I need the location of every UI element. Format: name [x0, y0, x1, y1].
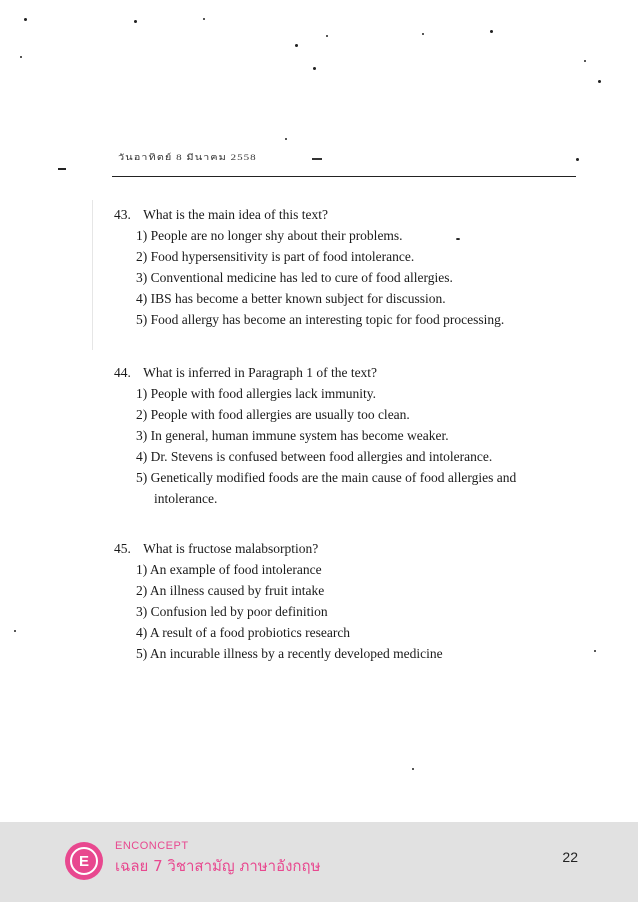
scan-speck	[24, 18, 27, 21]
scan-speck	[203, 18, 205, 20]
answer-option: 4) Dr. Stevens is confused between food allergies and intolerance.	[136, 449, 493, 464]
scan-speck	[326, 35, 328, 37]
answer-option: 3) In general, human immune system has become weaker.	[136, 428, 449, 443]
scan-speck	[490, 30, 493, 33]
scan-speck	[134, 20, 137, 23]
page-number: 22	[562, 849, 578, 865]
scan-speck	[412, 768, 414, 770]
question-text: What is the main idea of this text?	[143, 207, 328, 222]
page-header-text: วันอาทิตย์ 8 มีนาคม 2558	[118, 153, 257, 162]
answer-option: 4) IBS has become a better known subject for discussion.	[136, 291, 446, 306]
question-44	[114, 362, 516, 509]
footer-subtitle: เฉลย 7 วิชาสามัญ ภาษาอังกฤษ	[115, 857, 321, 875]
answer-option: 1) People with food allergies lack immunity.	[136, 386, 376, 401]
answer-option: 1) An example of food intolerance	[136, 562, 322, 577]
answer-option: 2) Food hypersensitivity is part of food intolerance.	[136, 249, 415, 264]
answer-option: 2) People with food allergies are usually too clean.	[136, 407, 410, 422]
scan-speck	[576, 158, 579, 161]
question-number: 45.	[114, 541, 131, 556]
question-text: What is inferred in Paragraph 1 of the text?	[143, 365, 378, 380]
header-dash	[312, 158, 322, 160]
question-prompt	[114, 538, 443, 559]
question-number: 43.	[114, 207, 131, 222]
scan-speck	[584, 60, 586, 62]
scan-speck	[422, 33, 424, 35]
header-rule	[112, 176, 576, 177]
scan-speck	[594, 650, 596, 652]
logo-letter: E	[70, 847, 98, 875]
scan-speck	[20, 56, 22, 58]
question-prompt	[114, 204, 504, 225]
answer-option: 4) A result of a food probiotics research	[136, 625, 351, 640]
question-prompt	[114, 362, 516, 383]
enconcept-logo-icon	[65, 842, 103, 880]
answer-option: 1) People are no longer shy about their problems.	[136, 228, 403, 243]
question-text: What is fructose malabsorption?	[143, 541, 319, 556]
answer-option: 5) Genetically modified foods are the main cause of food allergies and	[136, 470, 517, 485]
answer-option: 2) An illness caused by fruit intake	[136, 583, 325, 598]
scan-speck	[58, 168, 66, 170]
margin-line	[92, 200, 93, 350]
answer-option: 5) Food allergy has become an interesting topic for food processing.	[136, 312, 505, 327]
answer-option-continuation: intolerance.	[154, 491, 218, 506]
page-footer	[0, 822, 638, 902]
brand-name: ENCONCEPT	[115, 840, 189, 852]
scan-speck	[285, 138, 287, 140]
answer-option: 5) An incurable illness by a recently developed medicine	[136, 646, 443, 661]
question-43	[114, 204, 504, 330]
question-45	[114, 538, 443, 664]
answer-option: 3) Conventional medicine has led to cure of food allergies.	[136, 270, 453, 285]
scan-speck	[14, 630, 16, 632]
scan-speck	[313, 67, 316, 70]
answer-option: 3) Confusion led by poor definition	[136, 604, 328, 619]
scan-speck	[295, 44, 298, 47]
scan-speck	[598, 80, 601, 83]
question-number: 44.	[114, 365, 131, 380]
